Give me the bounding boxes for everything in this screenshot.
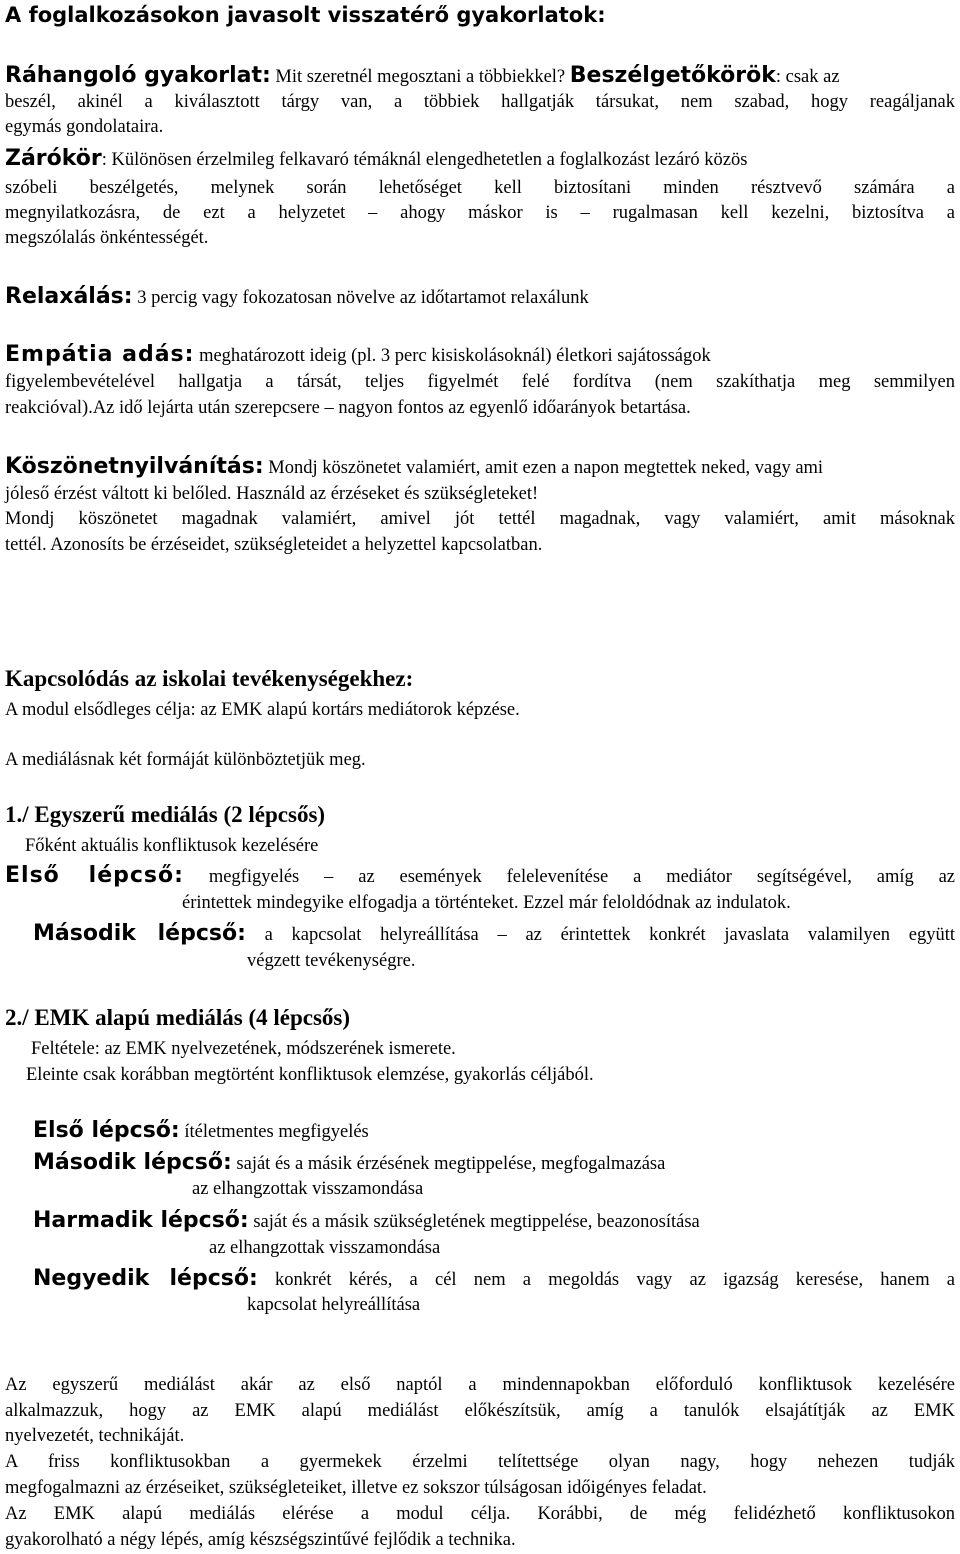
egyszeru-subtitle: Főként aktuális konfliktusok kezelésére — [25, 836, 319, 856]
zarokor-line4: megszólalás önkéntességét. — [5, 228, 209, 248]
closing-p2-line1: A friss konfliktusokban a gyermekek érzelmi telítettsége olyan nagy, hogy nehezen tudják — [5, 1452, 955, 1472]
egyszeru-step1-label: Első lépcső: — [5, 863, 184, 888]
rahangolo-text: Mit szeretnél megosztani a többiekkel? — [275, 67, 566, 87]
koszonet-line2: jóleső érzést váltott ki belőled. Használd az érzéseket és szükségleteket! — [5, 484, 539, 504]
egyszeru-step2-line2: végzett tevékenységre. — [247, 951, 416, 971]
rahangolo-line3: egymás gondolataira. — [5, 117, 164, 137]
relaxalas-label: Relaxálás: — [5, 284, 133, 309]
kapcsolodas-title: Kapcsolódás az iskolai tevékenységekhez: — [5, 666, 414, 691]
egyszeru-step2-text: a kapcsolat helyreállítása – az érintettek konkrét javaslata valamilyen együtt — [264, 925, 955, 945]
zarokor-line3: megnyilatkozásra, de ezt a helyzetet – ahogy máskor is – rugalmasan kell kezelni, biztosítva a — [5, 203, 955, 223]
emk-step2-line1 — [33, 1150, 665, 1177]
koszonet-line1 — [5, 454, 955, 481]
egyszeru-step2-line1 — [33, 921, 955, 948]
egyszeru-step1-line2: érintettek mindegyike elfogadja a történteket. Ezzel már feloldódnak az indulatok. — [182, 893, 791, 913]
closing-p1-line2: alkalmazzuk, hogy az EMK alapú mediálást előkészítsük, amíg a tanulók elsajátítják az EMK — [5, 1401, 955, 1421]
zarokor-line1 — [5, 146, 955, 173]
koszonet-line4: tettél. Azonosíts be érzéseidet, szükségleteidet a helyzettel kapcsolatban. — [5, 535, 543, 555]
emk-step2-line2: az elhangzottak visszamondása — [192, 1179, 424, 1199]
koszonet-text1: Mondj köszönetet valamiért, amit ezen a napon megtettek neked, vagy ami — [268, 458, 824, 478]
closing-p3-line1: Az EMK alapú mediálás elérése a modul célja. Korábbi, de még felidézhető konfliktusokon — [5, 1504, 955, 1524]
emk-step4-label: Negyedik lépcső: — [33, 1266, 258, 1291]
zarokor-line2: szóbeli beszélgetés, melynek során lehetőséget kell biztosítani minden résztvevő számára a — [5, 178, 955, 198]
beszelgetokorok-text: : csak az — [775, 67, 840, 87]
koszonet-line3: Mondj köszönetet magadnak valamiért, amivel jót tettél magadnak, vagy valamiért, amit másoknak — [5, 509, 955, 529]
egyszeru-title: 1./ Egyszerű mediálás (2 lépcsős) — [5, 802, 326, 827]
emk-step3-line2: az elhangzottak visszamondása — [209, 1238, 441, 1258]
egyszeru-step1-line1 — [5, 863, 955, 890]
kapcsolodas-line2: A mediálásnak két formáját különböztetjük meg. — [5, 750, 366, 770]
emk-line1: Feltétele: az EMK nyelvezetének, módszerének ismerete. — [31, 1039, 456, 1059]
emk-step1-label: Első lépcső: — [33, 1118, 180, 1143]
empatia-line1 — [5, 342, 955, 369]
rahangolo-line2: beszél, akinél a kiválasztott tárgy van, a többiek hallgatják társukat, nem szabad, hogy reagáljanak — [5, 92, 955, 112]
emk-step3-label: Harmadik lépcső: — [33, 1208, 249, 1233]
closing-p1-line1: Az egyszerű mediálást akár az első naptól a mindennapokban előforduló konfliktusok kezelésére — [5, 1375, 955, 1395]
zarokor-text1: : Különösen érzelmileg felkavaró témáknál elengedhetetlen a foglalkozást lezáró közös — [101, 150, 748, 170]
emk-title: 2./ EMK alapú mediálás (4 lépcsős) — [5, 1005, 351, 1030]
closing-p2-line2: megfogalmazni az érzéseiket, szükségleteiket, illetve ez sokszor túlságosan időigényes feladat. — [5, 1478, 707, 1498]
emk-step4-line1 — [33, 1266, 955, 1293]
empatia-line2: figyelembevételével hallgatja a társát, teljes figyelmét felé fordítva (nem szakíthatja meg semmilyen — [5, 372, 955, 392]
relaxalas-text: 3 percig vagy fokozatosan növelve az időtartamot relaxálunk — [137, 288, 589, 308]
zarokor-label: Zárókör — [5, 146, 102, 171]
empatia-label: Empátia adás: — [5, 342, 195, 367]
emk-step1 — [33, 1118, 369, 1145]
closing-p3-line2: gyakorolható a négy lépés, amíg készségszintűvé fejlődik a technika. — [5, 1530, 516, 1550]
emk-step3-text: saját és a másik szükségletének megtippelése, beazonosítása — [253, 1212, 700, 1232]
beszelgetokorok-label: Beszélgetőkörök — [569, 63, 776, 88]
relaxalas-line — [5, 284, 589, 311]
emk-step4-line2: kapcsolat helyreállítása — [247, 1295, 421, 1315]
rahangolo-line1 — [5, 63, 955, 90]
egyszeru-step1-text: megfigyelés – az események felelevenítése a mediátor segítségével, amíg az — [208, 867, 956, 887]
kapcsolodas-line1: A modul elsődleges célja: az EMK alapú kortárs mediátorok képzése. — [5, 700, 520, 720]
emk-step3-line1 — [33, 1208, 700, 1235]
emk-step2-label: Második lépcső: — [33, 1150, 232, 1175]
empatia-text1: meghatározott ideig (pl. 3 perc kisiskolásoknál) életkori sajátosságok — [199, 346, 711, 366]
rahangolo-label: Ráhangoló gyakorlat: — [5, 63, 271, 88]
page-heading: A foglalkozásokon javasolt visszatérő gyakorlatok: — [5, 3, 606, 27]
egyszeru-step2-label: Második lépcső: — [33, 921, 246, 946]
closing-p1-line3: nyelvezetét, technikáját. — [5, 1426, 185, 1446]
empatia-line3: reakcióval).Az idő lejárta után szerepcsere – nagyon fontos az egyenlő időarányok betartása. — [5, 398, 691, 418]
koszonet-label: Köszönetnyilvánítás: — [5, 454, 264, 479]
emk-step1-text: ítéletmentes megfigyelés — [184, 1122, 369, 1142]
emk-step4-text: konkrét kérés, a cél nem a megoldás vagy az igazság keresése, hanem a — [274, 1270, 956, 1290]
emk-line2: Eleinte csak korábban megtörtént konfliktusok elemzése, gyakorlás céljából. — [26, 1065, 594, 1085]
emk-step2-text: saját és a másik érzésének megtippelése, megfogalmazása — [236, 1154, 666, 1174]
